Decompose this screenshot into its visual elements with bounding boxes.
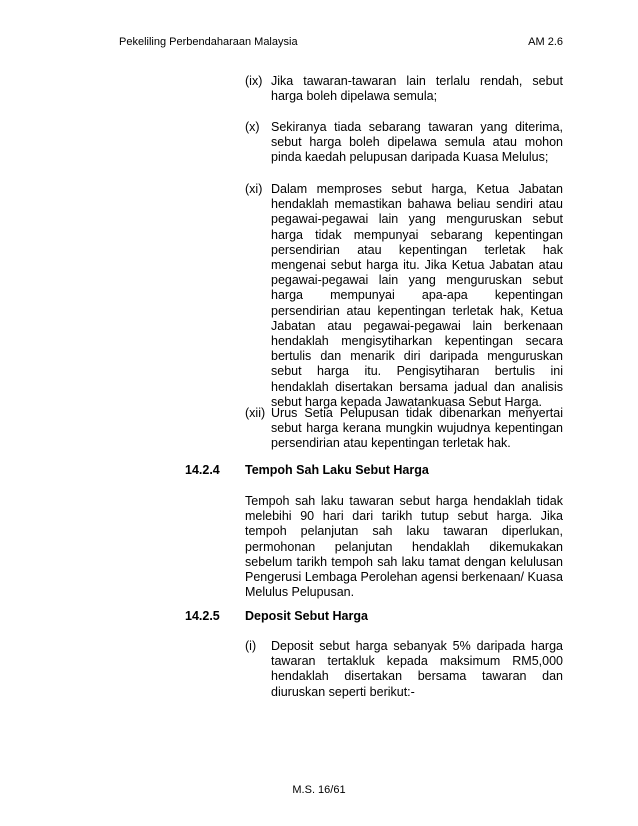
- page-header: [119, 36, 563, 48]
- list-item-xii: [245, 406, 563, 452]
- item-number: (i): [245, 639, 257, 653]
- section-number: 14.2.4: [185, 463, 220, 477]
- item-text: Deposit sebut harga sebanyak 5% daripada harga tawaran tertakluk kepada maksimum RM5,000 hendaklah disertakan bersama tawaran dan diuruskan seperti berikut:-: [271, 639, 563, 699]
- item-text: Sekiranya tiada sebarang tawaran yang diterima, sebut harga boleh dipelawa semula atau mohon pinda kaedah pelupusan daripada Kuasa Melulus;: [271, 120, 563, 165]
- item-number: (xii): [245, 406, 266, 420]
- list-item-ix: [245, 74, 563, 104]
- list-item-x: [245, 120, 563, 166]
- item-text: Dalam memproses sebut harga, Ketua Jabatan hendaklah memastikan bahawa beliau sendiri atau pegawai-pegawai lain yang menguruskan sebut harga tidak mempunyai sebarang kepentingan persendirian atau kepentingan terletak hak mengenai sebut harga itu. Jika Ketua Jabatan atau pegawai-pegawai lain yang menguruskan sebut harga mempunyai apa-apa kepentingan persendirian atau kepentingan terletak hak, Ketua Jabatan atau pegawai-pegawai lain berkenaan hendaklah mengisytiharkan kepentingan secara bertulis dan menarik diri daripada menguruskan sebut harga itu. Pengisytiharan bertulis ini hendaklah disertakan bersama jadual dan analisis sebut harga kepada Jawatankuasa Sebut Harga.: [271, 182, 563, 409]
- section-1424-body: Tempoh sah laku tawaran sebut harga hendaklah tidak melebihi 90 hari dari tarikh tutup sebut harga. Jika tempoh pelanjutan sah laku tawaran diperlukan, permohonan pelanjutan hendaklah dikemukakan sebelum tarikh tempoh sah laku tamat dengan kelulusan Pengerusi Lembaga Perolehan agensi berkenaan/ Kuasa Melulus Pelupusan.: [245, 494, 563, 600]
- list-item-xi: [245, 182, 563, 410]
- item-number: (ix): [245, 74, 263, 88]
- section-title: Tempoh Sah Laku Sebut Harga: [245, 463, 429, 477]
- document-title: Pekeliling Perbendaharaan Malaysia: [119, 36, 298, 48]
- item-text: Urus Setia Pelupusan tidak dibenarkan menyertai sebut harga kerana mungkin wujudnya kepentingan persendirian atau kepentingan terletak hak.: [271, 406, 563, 451]
- section-title: Deposit Sebut Harga: [245, 609, 368, 623]
- page-number: M.S. 16/61: [292, 784, 346, 796]
- document-code: AM 2.6: [528, 36, 563, 48]
- item-number: (x): [245, 120, 260, 134]
- section-number: 14.2.5: [185, 609, 220, 623]
- item-number: (xi): [245, 182, 263, 196]
- list-item-i: [245, 639, 563, 700]
- item-text: Jika tawaran-tawaran lain terlalu rendah, sebut harga boleh dipelawa semula;: [271, 74, 563, 104]
